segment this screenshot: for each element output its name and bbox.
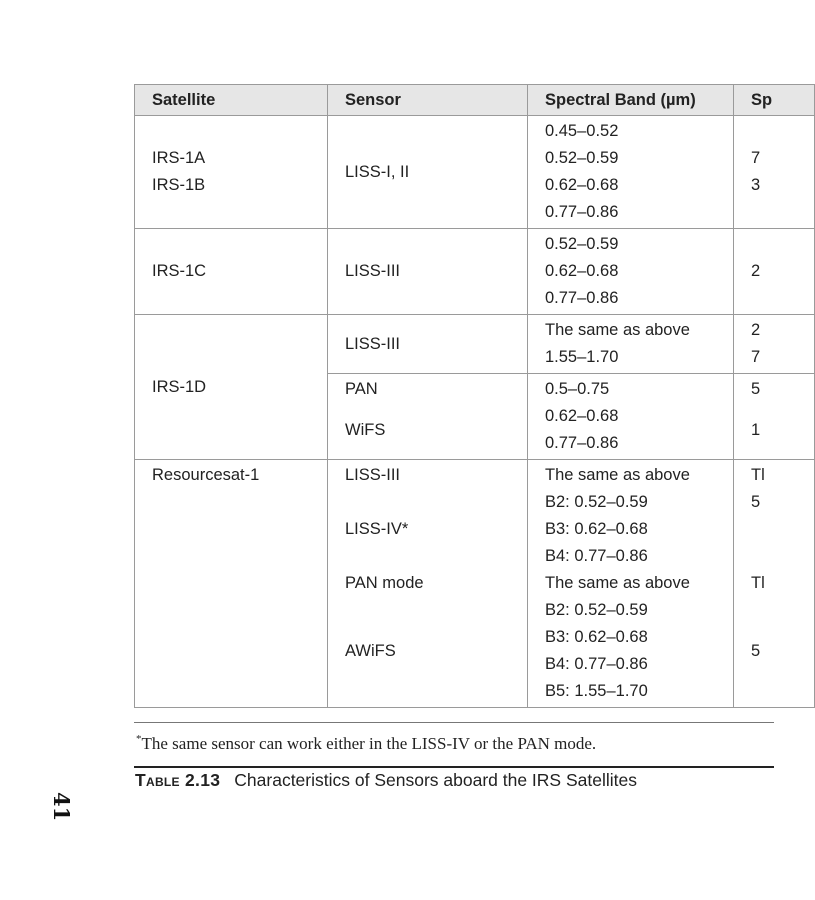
sensor-cell <box>328 374 528 460</box>
band-value: 0.52–0.59 <box>545 235 619 253</box>
band-value: B2: 0.52–0.59 <box>545 601 648 619</box>
sensor-name: LISS-IV* <box>345 520 409 538</box>
resolution-cell <box>734 460 815 708</box>
table-row <box>135 229 815 315</box>
table-header-row <box>135 85 815 116</box>
band-value: B4: 0.77–0.86 <box>545 655 648 673</box>
satellite-cell <box>135 460 328 708</box>
resolution-value: 2 <box>751 321 761 339</box>
band-value: B2: 0.52–0.59 <box>545 493 648 511</box>
band-value: The same as above <box>545 466 690 484</box>
band-value: 0.62–0.68 <box>545 262 619 280</box>
band-value: B3: 0.62–0.68 <box>545 520 648 538</box>
satellite-cell <box>135 116 328 229</box>
band-value: 0.77–0.86 <box>545 203 619 221</box>
band-value: 0.77–0.86 <box>545 289 619 307</box>
resolution-cell: 2 <box>734 229 815 315</box>
satellite-cell: IRS-1C <box>135 229 328 315</box>
resolution-value: 5 <box>751 493 761 511</box>
band-value: 0.5–0.75 <box>545 380 610 398</box>
header-spectral-band: Spectral Band (µm) <box>528 85 734 116</box>
sensor-name: PAN <box>345 380 378 398</box>
band-value: 0.77–0.86 <box>545 434 619 452</box>
band-cell <box>528 116 734 229</box>
resolution-value: Tl <box>751 466 765 484</box>
header-spatial-resolution: Sp <box>734 85 815 116</box>
band-value: 0.45–0.52 <box>545 122 619 140</box>
header-sensor: Sensor <box>328 85 528 116</box>
band-cell <box>528 229 734 315</box>
caption-label: Table 2.13 <box>135 770 221 790</box>
footnote <box>136 734 596 754</box>
header-satellite: Satellite <box>135 85 328 116</box>
footnote-divider <box>134 722 774 723</box>
caption-rule <box>134 766 774 768</box>
band-cell <box>528 460 734 708</box>
band-value: B3: 0.62–0.68 <box>545 628 648 646</box>
satellite-name: Resourcesat-1 <box>152 466 260 484</box>
caption-title: Characteristics of Sensors aboard the IRS Satellites <box>234 770 637 790</box>
band-value: 0.62–0.68 <box>545 176 619 194</box>
sensor-characteristics-table <box>134 84 815 708</box>
resolution-cell <box>734 315 815 374</box>
band-value: B4: 0.77–0.86 <box>545 547 648 565</box>
sensor-cell <box>328 460 528 708</box>
table-row <box>135 315 815 374</box>
resolution-value: 7 <box>751 149 761 167</box>
resolution-value: 7 <box>751 348 761 366</box>
resolution-value: Tl <box>751 574 765 592</box>
sensor-cell: LISS-I, II <box>328 116 528 229</box>
resolution-value: 3 <box>751 176 761 194</box>
band-value: B5: 1.55–1.70 <box>545 682 648 700</box>
resolution-value: 5 <box>751 380 761 398</box>
sensor-cell: LISS-III <box>328 229 528 315</box>
sensor-name: PAN mode <box>345 574 424 592</box>
resolution-value: 5 <box>751 642 761 660</box>
band-value: 0.52–0.59 <box>545 149 619 167</box>
band-cell <box>528 374 734 460</box>
satellite-cell: IRS-1D <box>135 315 328 460</box>
band-value: 1.55–1.70 <box>545 348 619 366</box>
resolution-cell <box>734 374 815 460</box>
sensor-cell: LISS-III <box>328 315 528 374</box>
resolution-value: 1 <box>751 421 761 439</box>
footnote-text: The same sensor can work either in the LISS-IV or the PAN mode. <box>141 734 597 753</box>
satellite-name: IRS-1A <box>152 149 206 167</box>
band-value: The same as above <box>545 321 690 339</box>
sensor-name: LISS-III <box>345 466 401 484</box>
footnote-mark: * <box>136 733 142 745</box>
table-row <box>135 116 815 229</box>
sensor-name: WiFS <box>345 421 386 439</box>
band-value: 0.62–0.68 <box>545 407 619 425</box>
table-row <box>135 460 815 708</box>
table-caption <box>135 770 637 791</box>
satellite-name: IRS-1B <box>152 176 206 194</box>
resolution-cell <box>734 116 815 229</box>
band-value: The same as above <box>545 574 690 592</box>
sensor-name: AWiFS <box>345 642 396 660</box>
page-number: 41 <box>49 792 74 822</box>
band-cell <box>528 315 734 374</box>
